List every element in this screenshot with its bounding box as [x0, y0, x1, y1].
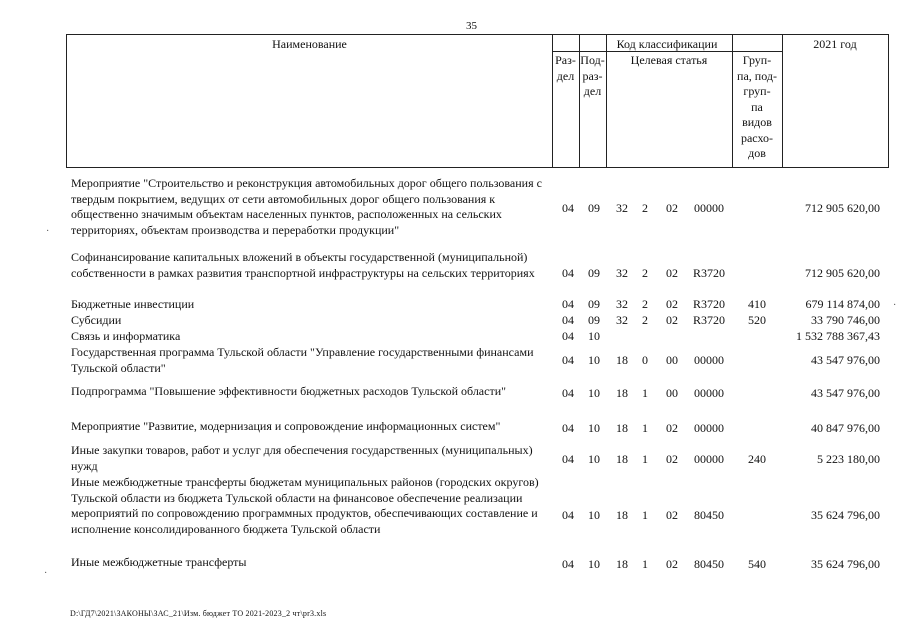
- row-code-r: 04: [562, 297, 574, 311]
- table-header: [66, 34, 889, 168]
- row-code-t1: 18: [616, 386, 628, 400]
- row-code-t2: 1: [642, 421, 648, 435]
- row-code-t4: 00000: [694, 353, 724, 367]
- header-razdel: Раз- дел: [555, 53, 576, 83]
- row-code-r: 04: [562, 386, 574, 400]
- row-code-t4: 00000: [694, 386, 724, 400]
- row-code-r: 04: [562, 421, 574, 435]
- row-name: Иные межбюджетные трансферты: [71, 555, 247, 569]
- row-code-t3: 02: [666, 297, 678, 311]
- scan-mark: ·: [893, 300, 897, 311]
- row-code-pr: 09: [588, 266, 600, 280]
- row-name: Связь и информатика: [71, 329, 181, 343]
- row-amount: 35 624 796,00: [811, 508, 880, 522]
- row-amount: 33 790 746,00: [811, 313, 880, 327]
- header-code-group: Код классификации: [616, 37, 718, 51]
- row-code-t2: 2: [642, 297, 648, 311]
- row-code-vr: 540: [748, 557, 766, 571]
- row-name: Подпрограмма "Повышение эффективности бюджетных расходов Тульской области": [71, 384, 507, 398]
- row-code-t1: 32: [616, 297, 628, 311]
- row-code-t1: 32: [616, 266, 628, 280]
- row-code-t3: 02: [666, 421, 678, 435]
- scan-mark: ·: [44, 568, 48, 579]
- row-amount: 679 114 874,00: [805, 297, 880, 311]
- row-code-r: 04: [562, 353, 574, 367]
- row-amount: 43 547 976,00: [811, 386, 880, 400]
- header-year: 2021 год: [813, 37, 857, 51]
- header-vid: Груп- па, под- груп- па видов расхо- дов: [737, 53, 777, 160]
- row-code-pr: 09: [588, 297, 600, 311]
- row-amount: 712 905 620,00: [805, 201, 880, 215]
- row-code-t2: 0: [642, 353, 648, 367]
- row-code-r: 04: [562, 329, 574, 343]
- row-code-t2: 1: [642, 386, 648, 400]
- row-name: Софинансирование капитальных вложений в объекты государственной (муниципальной) собственности в рамках развития транспортной инфраструктуры на сельских территориях: [71, 250, 535, 280]
- row-code-t2: 2: [642, 313, 648, 327]
- row-code-r: 04: [562, 452, 574, 466]
- row-code-pr: 10: [588, 329, 600, 343]
- row-amount: 43 547 976,00: [811, 353, 880, 367]
- page-number: 35: [466, 20, 477, 32]
- row-name: Иные межбюджетные трансферты бюджетам муниципальных районов (городских округов) Тульской области из бюджета Тульской области на финансовое обеспечение реализации мероприятий по сопровождению программных продуктов, обеспечивающих составление и исполнение консолидированного бюджета Тульской области: [71, 475, 539, 536]
- row-code-t4: 00000: [694, 201, 724, 215]
- row-code-pr: 09: [588, 201, 600, 215]
- row-name: Иные закупки товаров, работ и услуг для обеспечения государственных (муниципальных) нужд: [71, 443, 533, 473]
- row-code-t4: 80450: [694, 557, 724, 571]
- header-target: Целевая статья: [630, 53, 708, 67]
- row-code-t2: 2: [642, 266, 648, 280]
- row-code-t4: R3720: [692, 297, 725, 311]
- row-code-t4: 00000: [694, 421, 724, 435]
- row-code-t2: 1: [642, 508, 648, 522]
- row-code-t3: 02: [666, 266, 678, 280]
- row-amount: 40 847 976,00: [811, 421, 880, 435]
- row-code-t1: 32: [616, 313, 628, 327]
- row-name: Мероприятие "Строительство и реконструкция автомобильных дорог общего пользования с твердым покрытием, ведущих от сети автомобильных дорог общего пользования к общественно значимым объектам населенных пунктов, расположенных на сельских территориях, объектам производства и переработки продукции": [71, 176, 542, 237]
- row-code-vr: 240: [748, 452, 766, 466]
- row-code-t4: R3720: [692, 266, 725, 280]
- row-amount: 1 532 788 367,43: [796, 329, 880, 343]
- row-code-t3: 00: [666, 386, 678, 400]
- row-code-t1: 32: [616, 201, 628, 215]
- row-code-r: 04: [562, 313, 574, 327]
- row-code-t4: 80450: [694, 508, 724, 522]
- row-name: Бюджетные инвестиции: [71, 297, 195, 311]
- row-code-t3: 02: [666, 452, 678, 466]
- row-name: Государственная программа Тульской области "Управление государственными финансами Тульской области": [71, 345, 534, 375]
- row-code-t3: 02: [666, 313, 678, 327]
- footer-file-path: D:\ГД7\2021\ЗАКОНЫ\ЗАС_21\Изм. бюджет ТО 2021-2023_2 чт\pr3.xls: [70, 609, 327, 618]
- row-code-t2: 2: [642, 201, 648, 215]
- scan-mark: ·: [46, 226, 50, 237]
- row-code-t3: 02: [666, 201, 678, 215]
- row-code-t1: 18: [616, 353, 628, 367]
- row-amount: 35 624 796,00: [811, 557, 880, 571]
- row-code-t4: 00000: [694, 452, 724, 466]
- row-code-t3: 00: [666, 353, 678, 367]
- row-code-r: 04: [562, 201, 574, 215]
- row-amount: 5 223 180,00: [817, 452, 880, 466]
- row-name: Мероприятие "Развитие, модернизация и сопровождение информационных систем": [71, 419, 501, 433]
- header-podrazdel: Под- раз- дел: [580, 53, 605, 98]
- row-code-t1: 18: [616, 557, 628, 571]
- row-code-r: 04: [562, 266, 574, 280]
- row-code-pr: 10: [588, 353, 600, 367]
- row-code-r: 04: [562, 557, 574, 571]
- row-code-t3: 02: [666, 508, 678, 522]
- row-code-t2: 1: [642, 557, 648, 571]
- row-code-vr: 410: [748, 297, 766, 311]
- row-code-t1: 18: [616, 508, 628, 522]
- row-code-pr: 10: [588, 557, 600, 571]
- row-code-t1: 18: [616, 421, 628, 435]
- row-code-pr: 09: [588, 313, 600, 327]
- row-code-pr: 10: [588, 508, 600, 522]
- row-code-pr: 10: [588, 452, 600, 466]
- header-name: Наименование: [272, 37, 347, 51]
- row-code-r: 04: [562, 508, 574, 522]
- row-code-t3: 02: [666, 557, 678, 571]
- row-code-pr: 10: [588, 421, 600, 435]
- row-code-t4: R3720: [692, 313, 725, 327]
- row-code-t1: 18: [616, 452, 628, 466]
- row-amount: 712 905 620,00: [805, 266, 880, 280]
- row-code-t2: 1: [642, 452, 648, 466]
- row-name: Субсидии: [71, 313, 122, 327]
- row-code-pr: 10: [588, 386, 600, 400]
- row-code-vr: 520: [748, 313, 766, 327]
